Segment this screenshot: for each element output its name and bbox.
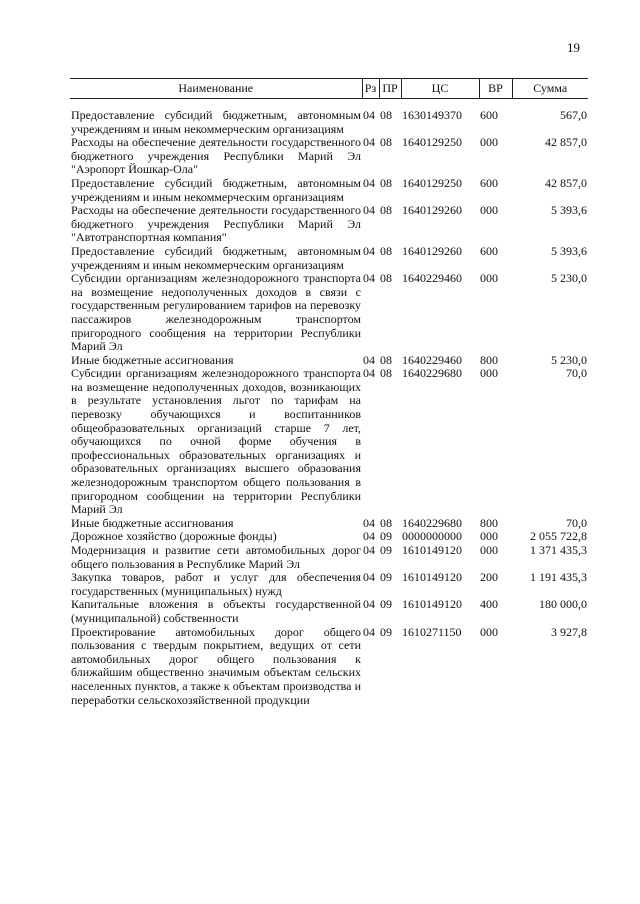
- row-pr: 08: [380, 203, 392, 218]
- row-vr: 800: [480, 515, 498, 530]
- row-sum: 2 055 722,8: [530, 529, 587, 544]
- row-rz: 04: [363, 543, 375, 557]
- row-cs: 1640229460: [402, 352, 462, 367]
- row-name: Расходы на обеспечение деятельности государственного бюджетного учреждения Республики Марий Эл "Автотранспортная компания": [71, 203, 361, 245]
- row-vr: 200: [480, 570, 498, 585]
- row-name: Расходы на обеспечение деятельности государственного бюджетного учреждения Республики Марий Эл "Аэропорт Йошкар-Ола": [71, 135, 361, 177]
- row-sum: 5 230,0: [551, 352, 587, 367]
- row-cs: 1640229680: [402, 366, 462, 381]
- row-rz: 04: [363, 108, 375, 122]
- row-pr: 08: [380, 175, 392, 190]
- column-header-sum: Сумма: [512, 79, 588, 99]
- row-cs: 1610149120: [402, 543, 462, 557]
- row-pr: 08: [380, 135, 392, 150]
- row-rz: 04: [363, 366, 375, 381]
- row-rz: 04: [363, 570, 375, 585]
- row-vr: 000: [480, 529, 498, 544]
- table-row: [70, 571, 588, 598]
- row-cs: 1640129250: [402, 175, 462, 190]
- row-rz: 04: [363, 243, 375, 258]
- row-cs: 0000000000: [402, 529, 462, 544]
- row-rz: 04: [363, 597, 375, 612]
- table-row: [70, 598, 588, 625]
- column-header-vr: ВР: [479, 79, 512, 99]
- row-pr: 08: [380, 271, 392, 286]
- row-name: Предоставление субсидий бюджетным, автономным учреждениям и иным некоммерческим организациям: [71, 108, 361, 136]
- row-rz: 04: [363, 515, 375, 530]
- table-row: [70, 530, 588, 544]
- row-vr: 000: [480, 271, 498, 286]
- table-row: [70, 99, 588, 137]
- row-sum: 42 857,0: [545, 175, 587, 190]
- row-vr: 600: [480, 108, 498, 122]
- row-vr: 000: [480, 543, 498, 557]
- column-header-rz: Рз: [362, 79, 379, 99]
- row-pr: 08: [380, 108, 392, 122]
- column-header-pr: ПР: [379, 79, 401, 99]
- table-row: [70, 544, 588, 571]
- column-header-cs: ЦС: [401, 79, 479, 99]
- row-sum: 5 393,6: [551, 203, 587, 218]
- row-name: Предоставление субсидий бюджетным, автономным учреждениям и иным некоммерческим организациям: [71, 243, 361, 272]
- row-sum: 5 230,0: [551, 271, 587, 286]
- row-sum: 70,0: [566, 515, 587, 530]
- page-number: 19: [567, 40, 580, 55]
- row-sum: 1 191 435,3: [530, 570, 587, 585]
- row-cs: 1640129260: [402, 243, 462, 258]
- row-rz: 04: [363, 271, 375, 286]
- table-row: [70, 354, 588, 368]
- row-pr: 09: [380, 624, 392, 639]
- row-vr: 000: [480, 135, 498, 150]
- row-cs: 1610149120: [402, 570, 462, 585]
- row-rz: 04: [363, 175, 375, 190]
- row-vr: 000: [480, 624, 498, 639]
- row-pr: 09: [380, 570, 392, 585]
- row-name: Субсидии организациям железнодорожного транспорта на возмещение недополученных доходов, возникающих в результате установления льгот по тарифам на перевозку обучающихся и воспитанников общеобразовательных организаций старше 7 лет, обучающихся по очной форме обучения в профессиональных образовательных организациях и образовательных организациях высшего образования железнодорожным транспортом общего пользования в пригородном сообщении на территории Республики Марий Эл: [71, 366, 361, 517]
- budget-table: [70, 78, 588, 707]
- row-sum: 70,0: [566, 366, 587, 381]
- row-vr: 000: [480, 366, 498, 381]
- row-sum: 3 927,8: [551, 624, 587, 639]
- table-row: [70, 272, 588, 354]
- row-rz: 04: [363, 624, 375, 639]
- row-sum: 180 000,0: [539, 597, 587, 612]
- row-pr: 08: [380, 515, 392, 530]
- row-pr: 09: [380, 597, 392, 612]
- row-name: Модернизация и развитие сети автомобильных дорог общего пользования в Республике Марий Эл: [71, 543, 361, 571]
- table-row: [70, 136, 588, 177]
- row-name: Иные бюджетные ассигнования: [71, 515, 234, 530]
- row-name: Предоставление субсидий бюджетным, автономным учреждениям и иным некоммерческим организациям: [71, 175, 361, 204]
- row-cs: 1640229680: [402, 515, 462, 530]
- row-cs: 1610149120: [402, 597, 462, 612]
- row-name: Проектирование автомобильных дорог общего пользования с твердым покрытием, ведущих от сети автомобильных дорог общего пользования к ближайшим общественно значимым объектам сельских населенных пунктов, а также к объектам производства и переработки сельскохозяйственной продукции: [71, 624, 361, 707]
- row-rz: 04: [363, 203, 375, 218]
- row-name: Капитальные вложения в объекты государственной (муниципальной) собственности: [71, 597, 361, 625]
- table-row: [70, 517, 588, 531]
- table-row: [70, 245, 588, 272]
- row-vr: 400: [480, 597, 498, 612]
- row-name: Субсидии организациям железнодорожного транспорта на возмещение недополученных доходов в связи с государственным регулированием тарифов на перевозку пассажиров железнодорожным транспортом пригородного сообщения на территории Республики Марий Эл: [71, 271, 361, 354]
- row-name: Закупка товаров, работ и услуг для обеспечения государственных (муниципальных) нужд: [71, 570, 361, 598]
- row-name: Дорожное хозяйство (дорожные фонды): [71, 529, 277, 544]
- row-vr: 800: [480, 352, 498, 367]
- row-pr: 08: [380, 243, 392, 258]
- table-row: [70, 626, 588, 708]
- row-pr: 09: [380, 543, 392, 557]
- row-vr: 000: [480, 203, 498, 218]
- row-cs: 1610271150: [402, 624, 462, 639]
- row-sum: 42 857,0: [545, 135, 587, 150]
- row-vr: 600: [480, 243, 498, 258]
- row-cs: 1640229460: [402, 271, 462, 286]
- row-name: Иные бюджетные ассигнования: [71, 352, 234, 367]
- table-row: [70, 177, 588, 204]
- table-header-row: [70, 79, 588, 99]
- table-row: [70, 204, 588, 245]
- row-rz: 04: [363, 529, 375, 544]
- row-vr: 600: [480, 175, 498, 190]
- row-cs: 1640129260: [402, 203, 462, 218]
- row-sum: 1 371 435,3: [530, 543, 587, 557]
- column-header-name: Наименование: [70, 79, 362, 99]
- row-sum: 5 393,6: [551, 243, 587, 258]
- row-pr: 08: [380, 352, 392, 367]
- row-cs: 1640129250: [402, 135, 462, 150]
- row-cs: 1630149370: [402, 108, 462, 122]
- table-row: [70, 367, 588, 517]
- row-rz: 04: [363, 135, 375, 150]
- row-sum: 567,0: [560, 108, 587, 122]
- row-pr: 09: [380, 529, 392, 544]
- row-rz: 04: [363, 352, 375, 367]
- row-pr: 08: [380, 366, 392, 381]
